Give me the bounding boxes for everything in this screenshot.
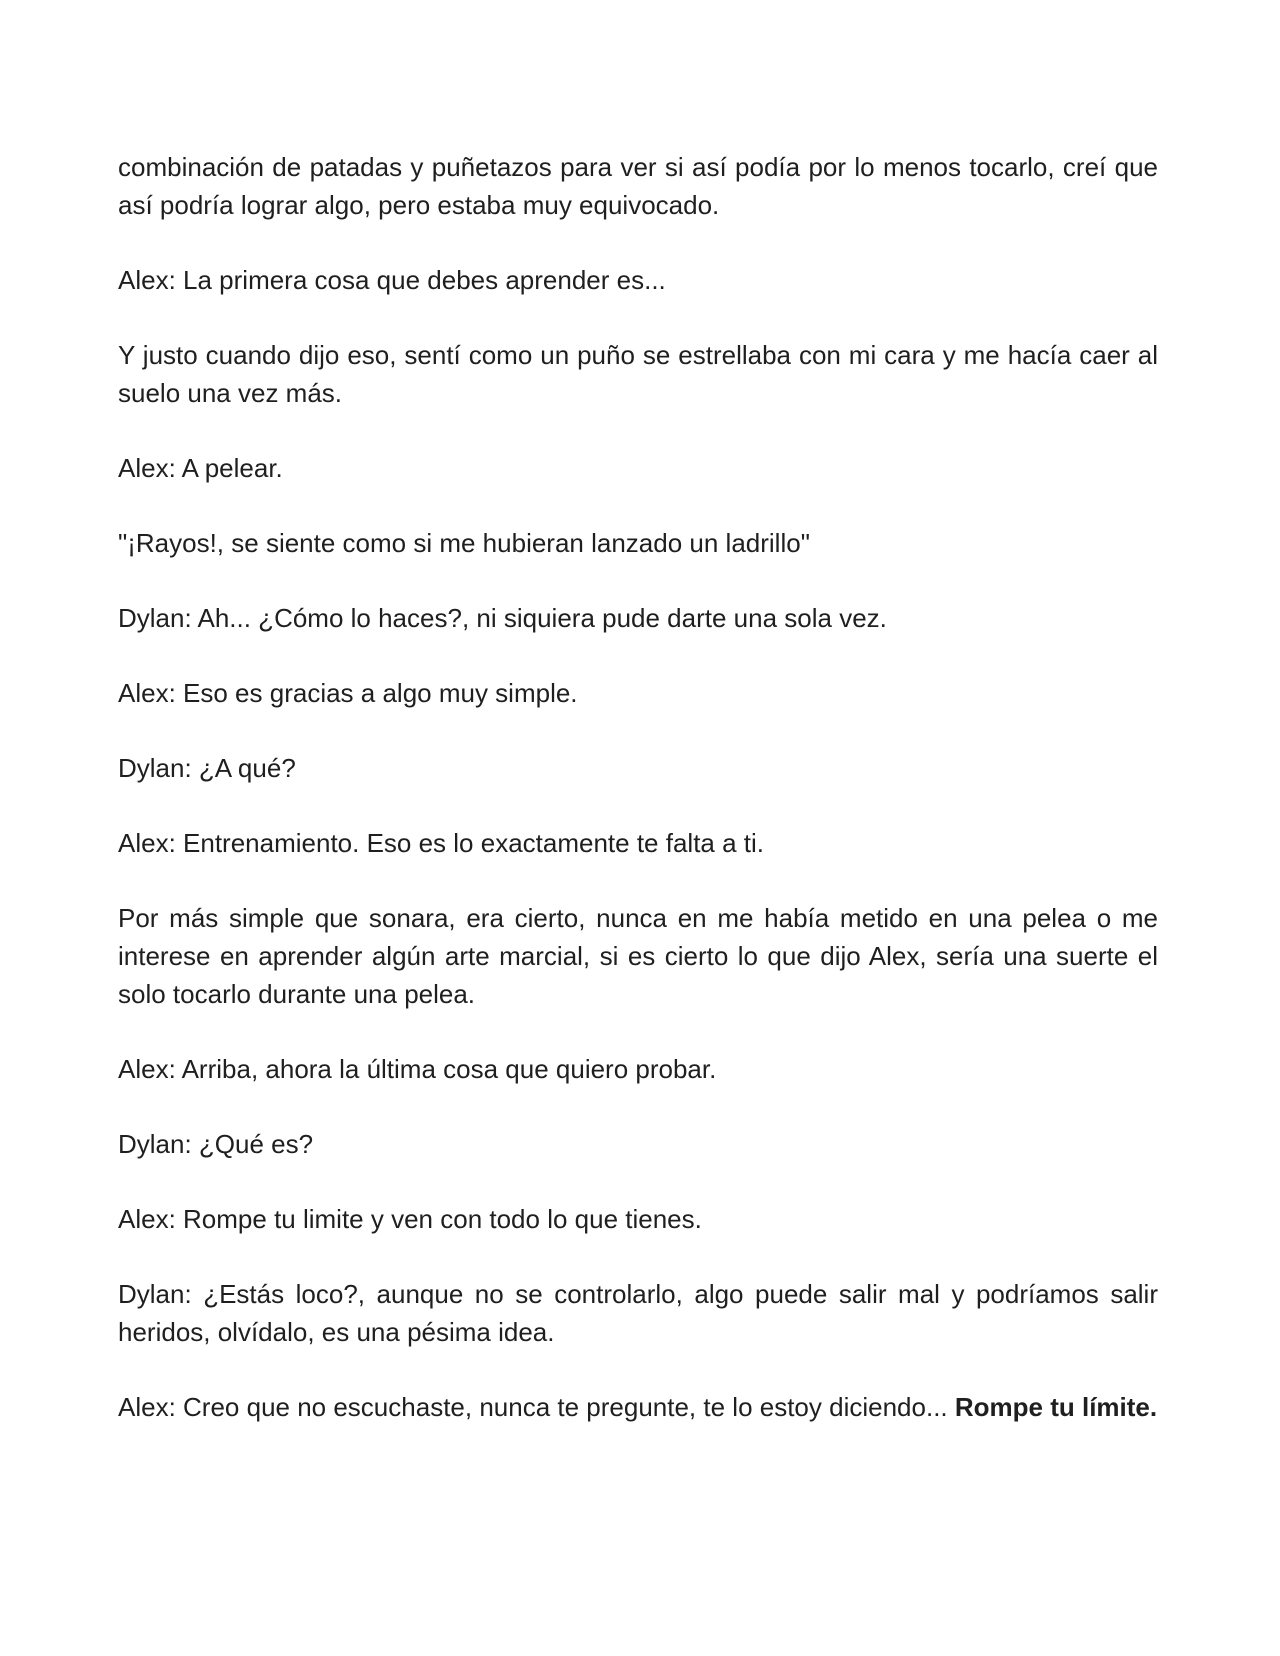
paragraph-narration-2: Y justo cuando dijo eso, sentí como un puño se estrellaba con mi cara y me hacía caer al suelo una vez más.: [118, 340, 1158, 408]
paragraph-narration-3: Por más simple que sonara, era cierto, nunca en me había metido en una pelea o me interese en aprender algún arte marcial, si es cierto lo que dijo Alex, sería una suerte el solo tocarlo durante una pelea.: [118, 903, 1158, 1009]
paragraph-dialogue-alex-6: Alex: Rompe tu limite y ven con todo lo que tienes.: [118, 1204, 702, 1234]
final-paragraph-text: Alex: Creo que no escuchaste, nunca te pregunte, te lo estoy diciendo...: [118, 1392, 955, 1422]
paragraph-dialogue-alex-final: [118, 1388, 1158, 1426]
paragraph-dialogue-dylan-1: Dylan: Ah... ¿Cómo lo haces?, ni siquiera pude darte una sola vez.: [118, 603, 887, 633]
paragraph-dialogue-alex-4: Alex: Entrenamiento. Eso es lo exactamente te falta a ti.: [118, 828, 765, 858]
paragraph-narration-1: combinación de patadas y puñetazos para ver si así podía por lo menos tocarlo, creí que así podría lograr algo, pero estaba muy equivocado.: [118, 152, 1158, 220]
final-paragraph-bold: Rompe tu límite.: [954, 1392, 1158, 1422]
paragraph-dialogue-dylan-2: Dylan: ¿A qué?: [118, 753, 296, 783]
paragraph-dialogue-alex-5: Alex: Arriba, ahora la última cosa que quiero probar.: [118, 1054, 717, 1084]
paragraph-thought: "¡Rayos!, se siente como si me hubieran lanzado un ladrillo": [118, 528, 810, 558]
paragraph-dialogue-dylan-4: Dylan: ¿Estás loco?, aunque no se controlarlo, algo puede salir mal y podríamos salir heridos, olvídalo, es una pésima idea.: [118, 1279, 1158, 1347]
document-page: [118, 148, 1158, 1463]
paragraph-dialogue-dylan-3: Dylan: ¿Qué es?: [118, 1129, 314, 1159]
paragraph-dialogue-alex-2: Alex: A pelear.: [118, 453, 283, 483]
paragraph-dialogue-alex-3: Alex: Eso es gracias a algo muy simple.: [118, 678, 578, 708]
paragraph-dialogue-alex-1: Alex: La primera cosa que debes aprender es...: [118, 265, 666, 295]
